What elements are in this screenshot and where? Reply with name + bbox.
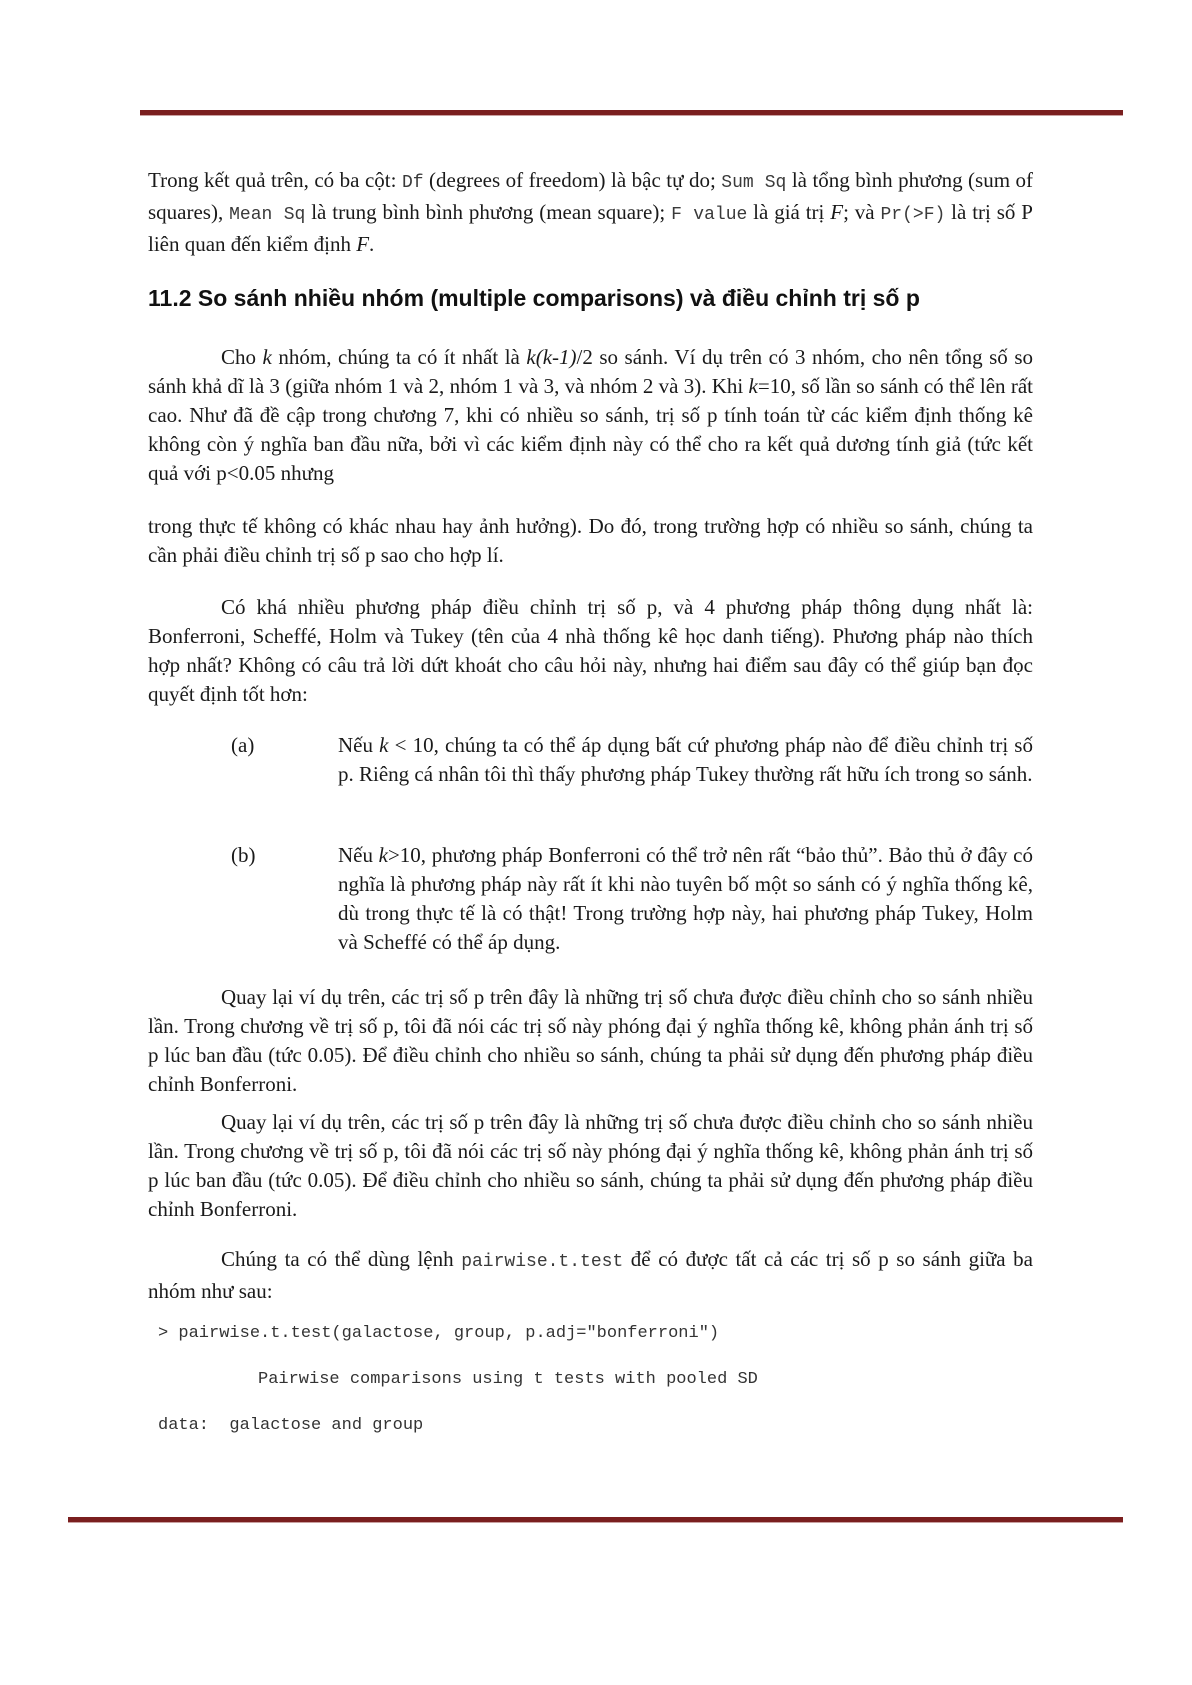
italic-f: F [356,232,370,256]
code-pairwise-t-test: pairwise.t.test [461,1252,624,1272]
paragraph-bonferroni-1 [148,983,1033,1099]
italic-k: k [748,374,758,398]
text: là tổng bình phương (sum of squares), [148,168,1034,224]
text: . [369,232,375,256]
code-output-title: Pairwise comparisons using t tests with pooled SD [258,1370,758,1389]
code-command: > pairwise.t.test(galactose, group, p.adj="bonferroni") [158,1324,720,1343]
text: để có được tất cả các trị số p so sánh giữa ba nhóm như sau: [148,1247,1034,1303]
list-label: (a) [231,733,255,757]
text: Nếu [338,733,380,757]
text: ; và [843,200,881,224]
paragraph-multiple-comparisons [148,343,1033,488]
italic-f: F [830,200,844,224]
text: Nếu [338,843,379,867]
paragraph-anova-columns [148,166,1033,259]
italic-k: k [378,843,388,867]
paragraph-text: trong thực tế không có khác nhau hay ảnh hưởng). Do đó, trong trường hợp có nhiều so sánh, chúng ta cần phải điều chỉnh trị số p sao cho hợp lí. [148,514,1033,567]
text: /2 so sánh. Ví dụ trên có 3 nhóm, cho nên tổng số so sánh khả dĩ là 3 (giữa nhóm 1 và 2, nhóm 1 và 3, và nhóm 2 và 3). Khi [148,345,1033,398]
text: Chúng ta có thể dùng lệnh [221,1247,462,1271]
text: nhóm, chúng ta có ít nhất là [271,345,527,369]
paragraph-bonferroni-2 [148,1108,1033,1224]
code-df: Df [401,173,424,193]
paragraph-adjust-p [148,512,1033,570]
italic-k: k [262,345,272,369]
text: là trị số P liên quan đến kiểm định [148,200,1033,256]
footer-rule [68,1517,1123,1523]
paragraph-text: Có khá nhiều phương pháp điều chỉnh trị số p, và 4 phương pháp thông dụng nhất là: Bonferroni, Scheffé, Holm và Tukey (tên của 4 nhà thống kê học danh tiếng). Phương pháp nào thích hợp nhất? Không có câu trả lời dứt khoát cho câu hỏi này, nhưng hai điểm sau đây có thể giúp bạn đọc quyết định tốt hơn: [148,595,1033,706]
text: >10, phương pháp Bonferroni có thể trở nên rất “bảo thủ”. Bảo thủ ở đây có nghĩa là phương pháp này rất ít khi nào tuyên bố một so sánh có ý nghĩa thống kê, dù trong thực tế là có thật! Trong trường hợp này, hai phương pháp Tukey, Holm và Scheffé có thể áp dụng. [338,843,1033,954]
code-sum-sq: Sum Sq [721,173,787,193]
paragraph-pairwise [148,1245,1033,1306]
code-f-value: F value [671,205,748,225]
code-output-data: data: galactose and group [158,1416,424,1435]
text: =10, số lần so sánh có thể lên rất cao. Như đã đề cập trong chương 7, khi có nhiều so sánh, trị số p tính toán từ các kiểm định thống kê không còn ý nghĩa ban đầu nữa, bởi vì các kiểm định này có thể cho ra kết quả dương tính giả (tức kết quả với p<0.05 nhưng [148,374,1033,485]
text: (degrees of freedom) là bậc tự do; [423,168,722,192]
list-label: (b) [231,843,256,867]
code-mean-sq: Mean Sq [229,205,306,225]
text: là giá trị [747,200,831,224]
text: < 10, chúng ta có thể áp dụng bất cứ phương pháp nào để điều chỉnh trị số p. Riêng cá nhân tôi thì thấy phương pháp Tukey thường rất hữu ích trong so sánh. [338,733,1033,786]
italic-formula: k(k-1) [526,345,577,369]
paragraph-text: Quay lại ví dụ trên, các trị số p trên đây là những trị số chưa được điều chỉnh cho so sánh nhiều lần. Trong chương về trị số p, tôi đã nói các trị số này phóng đại ý nghĩa thống kê, không phản ánh trị số p lúc ban đầu (tức 0.05). Để điều chỉnh cho nhiều so sánh, chúng ta phải sử dụng đến phương pháp điều chỉnh Bonferroni. [148,1110,1033,1221]
header-rule [140,110,1123,116]
text: Trong kết quả trên, có ba cột: [148,168,402,192]
section-heading: 11.2 So sánh nhiều nhóm (multiple comparisons) và điều chỉnh trị số p [148,285,920,311]
text: Cho [221,345,263,369]
paragraph-text: Quay lại ví dụ trên, các trị số p trên đây là những trị số chưa được điều chỉnh cho so sánh nhiều lần. Trong chương về trị số p, tôi đã nói các trị số này phóng đại ý nghĩa thống kê, không phản ánh trị số p lúc ban đầu (tức 0.05). Để điều chỉnh cho nhiều so sánh, chúng ta phải sử dụng đến phương pháp điều chỉnh Bonferroni. [148,985,1033,1096]
text: là trung bình bình phương (mean square); [305,200,672,224]
paragraph-methods [148,593,1033,709]
code-pr-f: Pr(>F) [880,205,946,225]
italic-k: k [379,733,389,757]
